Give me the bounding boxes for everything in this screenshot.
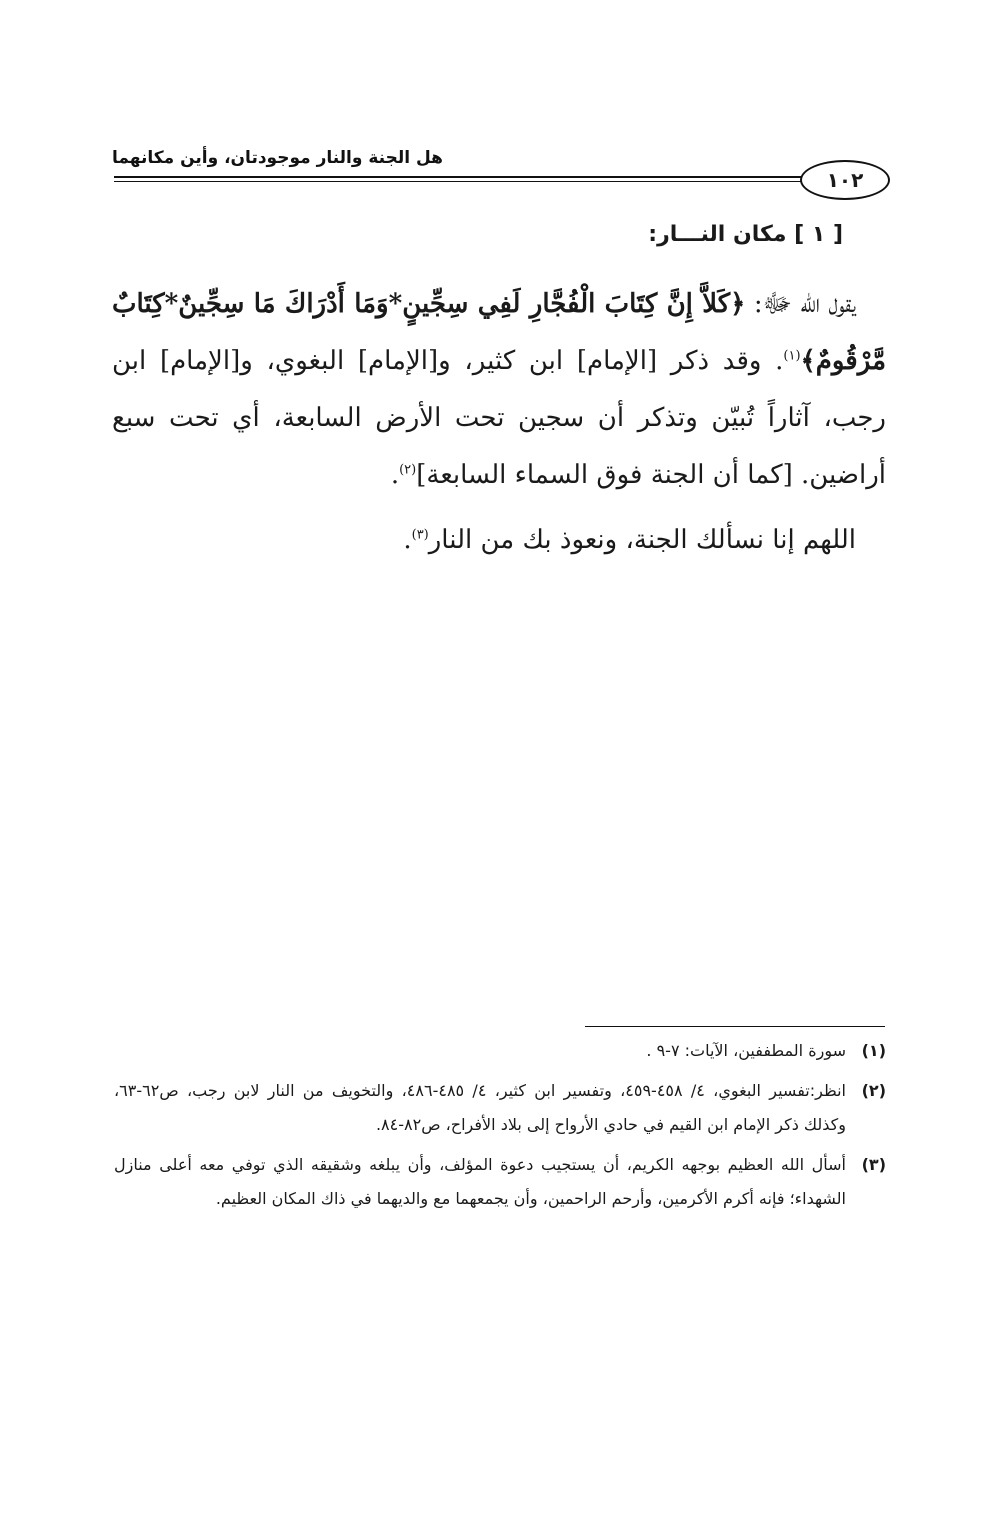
footnote-text: أسأل الله العظيم بوجهه الكريم، أن يستجيب دعوة المؤلف، وأن يبلغه وشقيقه الذي توفي معه أعلى منازل الشهداء؛ فإنه أكرم الأكرمين، وأرحم الراحمين، وأن يجمعهما مع والديهما في ذاك المكان العظيم. xyxy=(114,1155,846,1208)
paragraph-2 xyxy=(112,512,886,569)
footnote-ref-1[interactable]: (١) xyxy=(783,348,801,364)
footnote-text: سورة المطففين، الآيات: ٧-٩ . xyxy=(646,1041,846,1060)
footnote-2 xyxy=(114,1074,886,1142)
p1-end: . xyxy=(390,460,400,490)
paragraph-1 xyxy=(112,276,886,504)
header-rule xyxy=(114,176,804,182)
footnote-number: (٢) xyxy=(861,1081,886,1100)
p1-intro: يقول الله ﷻ: xyxy=(745,289,857,319)
footnote-separator xyxy=(585,1026,885,1027)
running-title: هل الجنة والنار موجودتان، وأين مكانهما xyxy=(112,148,443,168)
p2-text: اللهم إنا نسألك الجنة، ونعوذ بك من النار xyxy=(428,525,856,555)
p1-rest: . وقد ذكر [الإمام] ابن كثير، و[الإمام] البغوي، و[الإمام] ابن رجب، آثاراً تُبيّن وتذكر أن سجين تحت الأرض السابعة، أي تحت سبع أراضين. [كما أن الجنة فوق السماء السابعة] xyxy=(112,346,886,490)
p2-end: . xyxy=(403,525,412,555)
page-number: ١٠٢ xyxy=(800,160,890,200)
footnotes xyxy=(114,1034,886,1222)
footnote-ref-3[interactable]: (٣) xyxy=(411,527,429,543)
footnote-1 xyxy=(114,1034,886,1068)
footnote-3 xyxy=(114,1148,886,1216)
section-heading: [ ١ ] مكان النـــار: xyxy=(648,222,843,247)
footnote-ref-2[interactable]: (٢) xyxy=(399,462,417,478)
footnote-number: (١) xyxy=(861,1041,886,1060)
footnote-text: انظر:تفسير البغوي، ٤/ ٤٥٨-٤٥٩، وتفسير ابن كثير، ٤/ ٤٨٥-٤٨٦، والتخويف من النار لابن رجب، ص٦٢-٦٣، وكذلك ذكر الإمام ابن القيم في حادي الأرواح إلى بلاد الأفراح، ص٨٢-٨٤. xyxy=(114,1081,846,1134)
quran-quote: ﴿كَلاَّ إِنَّ كِتَابَ الْفُجَّارِ لَفِي سِجِّينٍ*وَمَا أَدْرَاكَ مَا سِجِّينٌ*كِتَابٌ مَّرْقُومٌ﴾ xyxy=(112,289,886,376)
body-text xyxy=(112,276,886,569)
footnote-number: (٣) xyxy=(861,1155,886,1174)
